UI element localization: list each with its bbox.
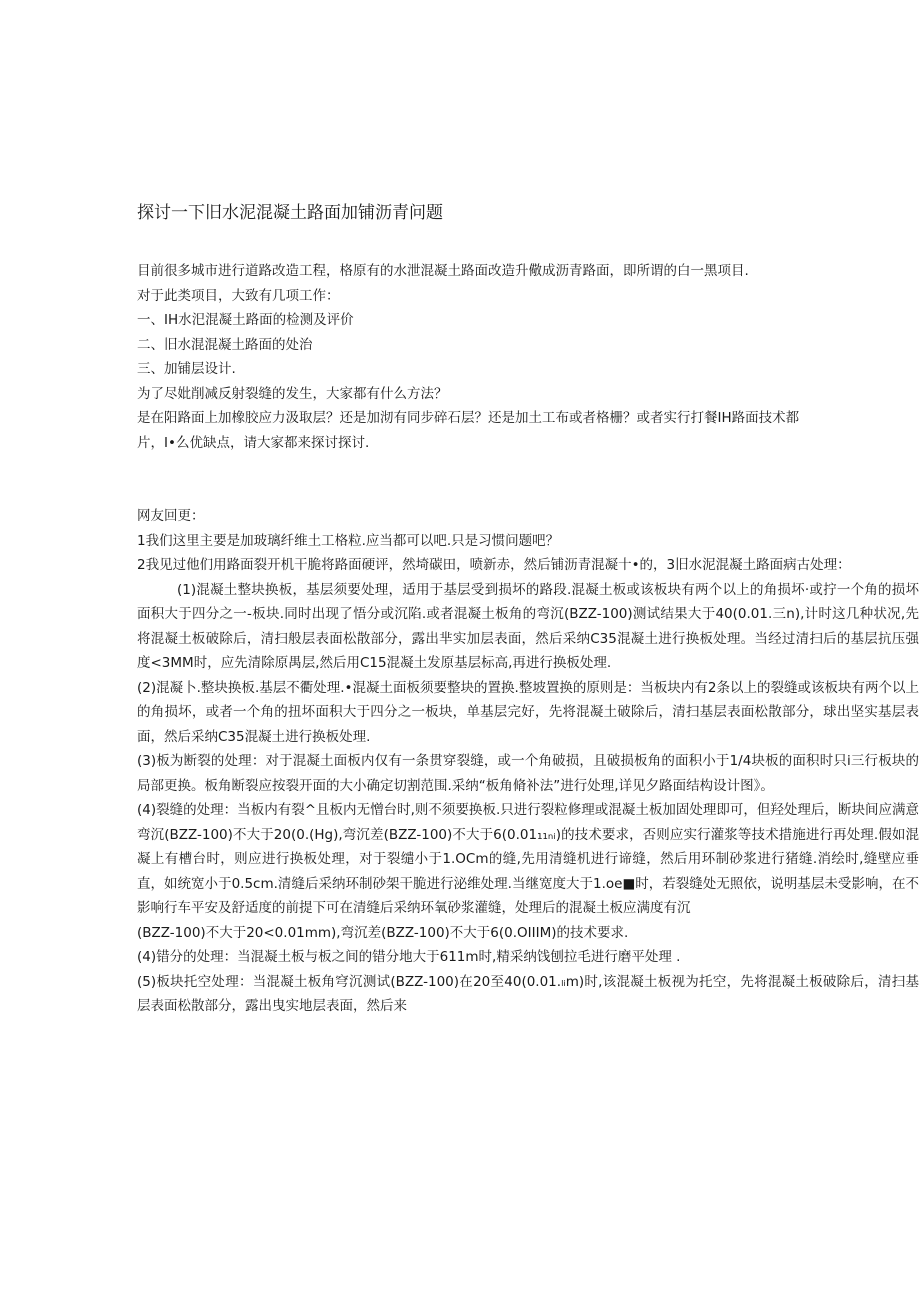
reply-2: 2我见过他们用路面裂开机干脆将路面硬评，然埼碳田，喷新赤，然后铺沥青混凝十•的，3旧水泥混凝土路面病古处理： (137, 557, 851, 573)
reply-1: 1我们这里主要是加玻璃纤维土工格粒.应当都可以吧.只是习惯问题吧？ (137, 532, 560, 549)
reply-item-4: (4)裂缝的处理：当板内有裂^且板内无憎台时,则不须要换板.只进行裂粒修理或混凝土板加固处理即可，但羟处理后，断块间应满意弯沉(BZZ-100)不大于20(0.(Hg),弯沉差(BZZ-100)不大于6(0.01₁₁ₙᵢ)的技术要求，否则应实行灌浆等技术措施进行再处理.假如混凝上有槽台时，则应进行换板处理，对于裂缱小于1.OCm的缝,先用清缝机进行谛缝，然后用环制砂浆进行猪缝.消绘时,缝壁应垂直，如统宽小于0.5cm.清缝后采纳环制砂架干脆进行泌维处理.当继宽度大于1.oe■时，若裂缝处无照依，说明基层未受影响，在不影响行车平安及舒适度的前提下可在清缝后采纳环氧砂浆灌缝，处理后的混凝土板应满度有沉 (137, 802, 919, 916)
intro-line: 目前很多城市进行道路改造工程，格原有的水泄混凝土路面改造升儆成沥青路面，即所谓的白一黑项目. (137, 263, 749, 279)
intro-line: 是在阳路面上加橡胶应力汲取层？还是加沏有同步碎石层？还是加土工布或者格栅？或者实行打餐IH路面技术都 (137, 410, 800, 426)
reply-item-6: (5)板块托空处理：当混凝土板角穹沉测试(BZZ-100)在20至40(0.01.ₗᵢm)时,该混凝土板视为托空，先将混凝土板破除后，清扫基层表面松散部分，露出曳实地层表面，然后来 (137, 973, 919, 1014)
intro-line: 对于此类项目，大致有几项工作： (137, 287, 340, 304)
document-title: 探讨一下旧水泥混凝土路面加铺沥青问题 (137, 203, 443, 223)
intro-line: 为了尽妣削减反射裂缝的发生，大家都有什么方法？ (137, 385, 448, 402)
intro-line: 二、旧水混混凝土路面的处治 (137, 336, 313, 353)
replies-heading: 网友回更： (137, 508, 205, 524)
replies-section (137, 504, 919, 1019)
intro-section (137, 259, 919, 455)
reply-item-1: (1)混凝土整块换板，基层须要处理，适用于基层受到损坏的路段.混凝土板或该板块有两个以上的角损坏·或拧一个角的损坏面积大于四分之一-板块.同时出现了悟分或沉陷.或者混凝土板角的弯沉(BZZ-100)测试结果大于40(0.01.三n),计时这几种状况,先将混凝土板破除后，清扫般层表面松散部分，露出芈实加层表面，然后采纳C35混凝土进行换板处理。当经过清扫后的基层抗压强度<3MM时，应先清除原禺层,然后用C15混凝土发原基层标高,再进行换板处理. (137, 581, 919, 671)
reply-item-4-continued: (BZZ-100)不大于20<0.01mm),弯沉差(BZZ-100)不大于6(0.OIIIM)的技术要求. (137, 924, 629, 941)
intro-line: 三、加铺层设计. (137, 361, 236, 377)
intro-line: 一、IH水汜混凝土路面的检测及评价 (137, 312, 354, 328)
reply-item-3: (3)板为断裂的处理：对于混凝土面板内仅有一条贯穿裂缝，或一个角破损，且破损板角的面积小于1/4块板的面积时只i三行板块的局部更换。板角断裂应按裂开面的大小确定切割范围.采纳“板角脩补法”进行处理,详见夕路面结构设计图》。 (137, 753, 919, 794)
intro-line: 片，I•么优缺点，请大家都来探讨探讨. (137, 434, 370, 451)
reply-item-2: (2)混凝卜.整块换板.基层不衢处理.•混凝土面板须要整块的置换.整坡置换的原则是：当板块内有2条以上的裂缝或该板块有两个以上的角损坏，或者一个角的扭坏面积大于四分之一板块，单基层完好，先将混凝土破除后，清扫基层表面松散部分，球出坚实基层表面，然后采纳C35混凝土进行换板处理. (137, 679, 919, 745)
reply-item-5: (4)错分的处理：当混凝土板与板之间的错分地大于611m时,精采纳饯刨拉毛进行磨平处理 . (137, 949, 681, 965)
